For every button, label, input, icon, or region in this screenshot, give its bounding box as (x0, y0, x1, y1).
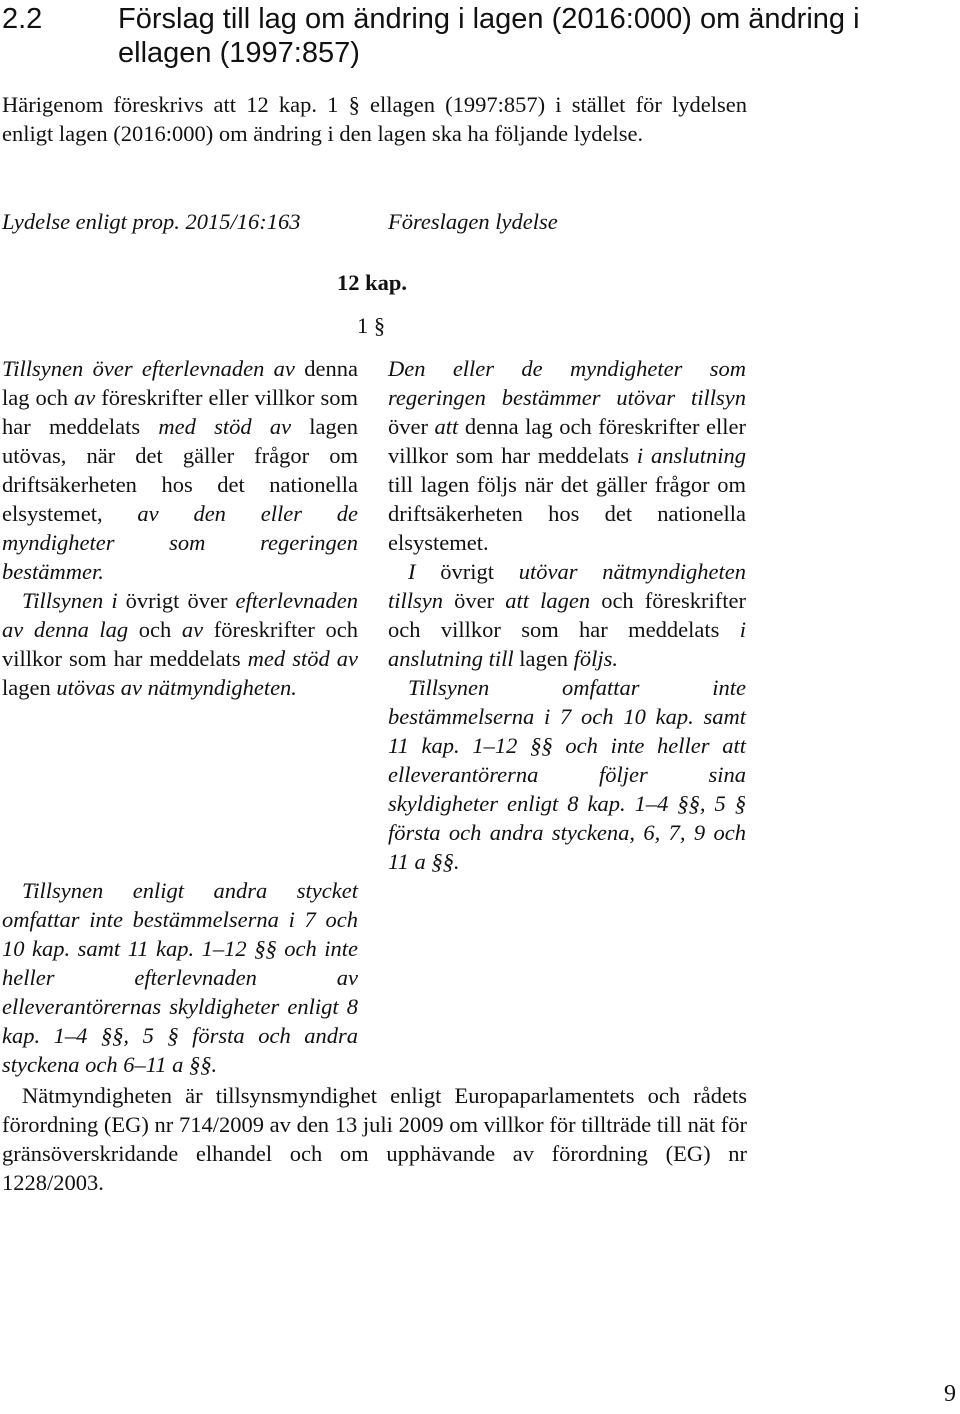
right-column-text (388, 354, 746, 876)
left-paragraph-2: Tillsynen i övrigt över efterlevnaden av denna lag och av föreskrifter och villkor som har meddelats med stöd av lagen utövas av nätmyndigheten. (2, 588, 359, 700)
closing-paragraph: Nätmyndigheten är tillsynsmyndighet enligt Europaparlamentets och rådets förordning (EG) nr 714/2009 av den 13 juli 2009 om villkor för tillträde till nät för gränsöverskridande elhandel och om upphävande av förordning (EG) nr 1228/2003. (2, 1083, 747, 1195)
intro-paragraph: Härigenom föreskrivs att 12 kap. 1 § ellagen (1997:857) i stället för lydelsen enligt lagen (2016:000) om ändring i den lagen ska ha följande lydelse. (2, 92, 747, 146)
right-paragraph-3: Tillsynen omfattar inte bestämmelserna i 7 och 10 kap. samt 11 kap. 1–12 §§ och inte heller att elleverantörerna följer sina skyldigheter enligt 8 kap. 1–4 §§, 5 § första och andra styckena, 6, 7, 9 och 11 a §§. (388, 675, 746, 874)
left-paragraph-1: Tillsynen över efterlevnaden av denna lag och av föreskrifter eller villkor som har meddelats med stöd av lagen utövas, när det gäller frågor om driftsäkerheten hos det nationella elsystemet, av den eller de myndigheter som regeringen bestämmer. (2, 356, 359, 584)
right-column-header: Föreslagen lydelse (388, 209, 558, 234)
right-paragraph-1: Den eller de myndigheter som regeringen bestämmer utövar tillsyn över att denna lag och föreskrifter eller villkor som har meddelats i anslutning till lagen följs när det gäller frågor om driftsäkerheten hos det nationella elsystemet. (388, 356, 747, 555)
left-column-text (2, 354, 358, 702)
section-number: 2.2 (2, 3, 43, 35)
left-column-header: Lydelse enligt prop. 2015/16:163 (2, 209, 301, 234)
page-number: 9 (944, 1381, 956, 1407)
section-title: Förslag till lag om ändring i lagen (2016:000) om ändring i ellagen (1997:857) (118, 3, 860, 69)
paragraph-label: 1 § (357, 313, 386, 338)
chapter-label: 12 kap. (337, 270, 408, 295)
right-paragraph-2: I övrigt utövar nätmyndigheten tillsyn över att lagen och föreskrifter och villkor som har meddelats i anslutning till lagen följs. (388, 559, 746, 671)
left-paragraph-3: Tillsynen enligt andra stycket omfattar inte bestämmelserna i 7 och 10 kap. samt 11 kap. 1–12 §§ och inte heller efterlevnaden av elleverantörernas skyldigheter enligt 8 kap. 1–4 §§, 5 § första och andra styckena och 6–11 a §§. (2, 878, 358, 1077)
